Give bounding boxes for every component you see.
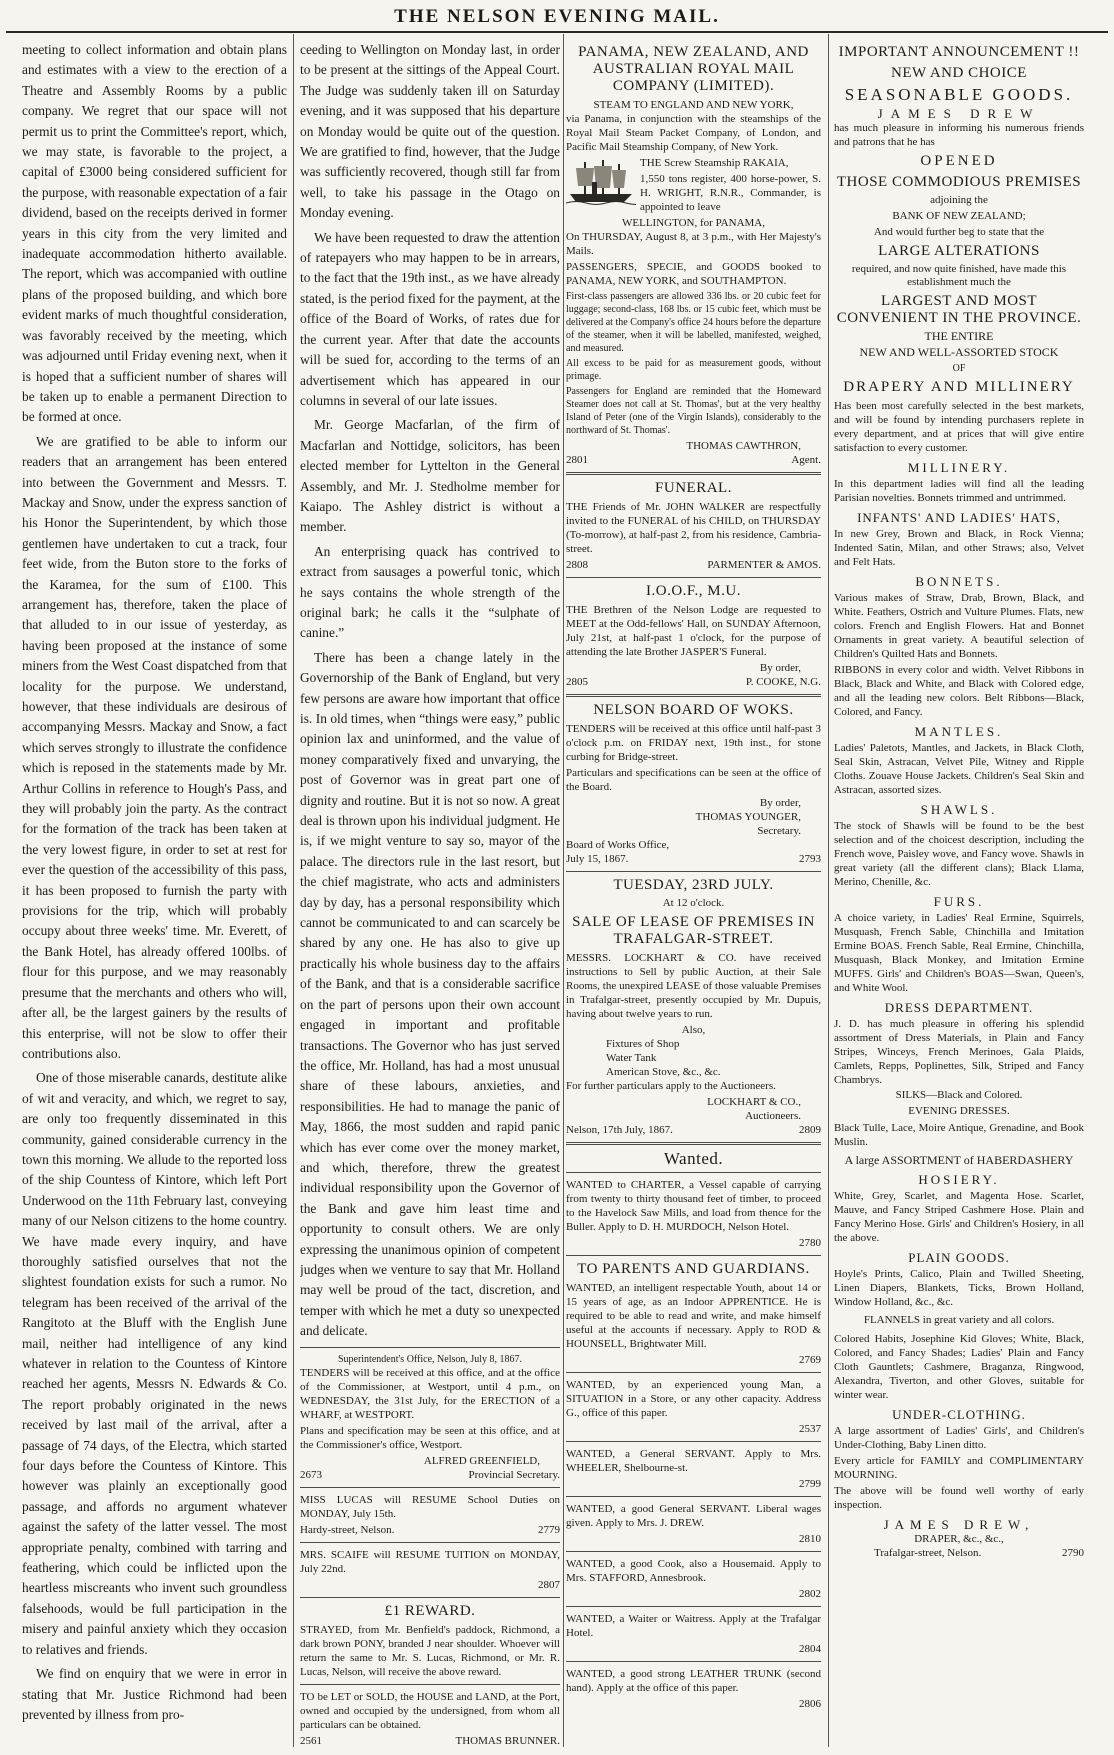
article-paragraph: Mr. George Macfarlan, of the firm of Macfarlan and Nottidge, solicitors, has been elected member for Lyttelton in the General Assembly, and Mr. J. Stedholme member for Kaiapo. The Ashley district is without a member. xyxy=(300,417,560,535)
column-divider xyxy=(293,34,294,1747)
signature: PARMENTER & AMOS. xyxy=(707,559,821,571)
ad-body: WANTED, a General SERVANT. Apply to Mrs. WHEELER, Shelbourne-st. xyxy=(566,1448,821,1474)
separator xyxy=(566,472,821,475)
ad-body: J. D. has much pleasure in offering his splendid assortment of Dress Materials, in Plain and Fancy Stripes, Winceys, French Merinoes, Gala Plaids, Camlets, Repps, Poplinettes, Silk, Striped and Fancy Chambrys. xyxy=(834,1018,1084,1086)
wharf-tender-ad xyxy=(300,1353,560,1482)
ad-line: adjoining the xyxy=(930,194,988,206)
ad-number: 2808 xyxy=(566,559,588,571)
article-paragraph: meeting to collect information and obtain plans and estimates with a view to the erection of a Theatre and Assembly Rooms by a public company. We regret that our space will not permit us to print the Committee's report, which, we may state, is favorable to the project, a capital of £3000 being considered sufficient for the purpose, with reasonable expectation of a fair dividend, based on the receipts derived in former years in this city from the very limited and inadequate accommodation hitherto available. The report, which was accompanied with outline plans of the proposed building, and which bore evident marks of much thoughtful consideration, was favorably received by the meeting, which was adjourned until Friday evening next, when it is hoped that a sufficient number of shares will be taken up to enable a permanent Direction to be formed at once. xyxy=(22,42,287,425)
ad-line: THE ENTIRE xyxy=(924,329,994,343)
ad-body: White, Grey, Scarlet, and Magenta Hose. Scarlet, Mauve, and Fancy Striped Cashmere Hose. Plain and Fancy Merino Hose. Girls' and Children's Hosiery, in all the above. xyxy=(834,1190,1084,1244)
separator xyxy=(566,1142,821,1145)
separator xyxy=(566,1441,821,1442)
signature: ALFRED GREENFIELD, xyxy=(423,1454,540,1467)
ad-line: SILKS—Black and Colored. xyxy=(895,1089,1023,1101)
separator xyxy=(566,1255,821,1256)
ad-number: 2806 xyxy=(799,1698,821,1710)
signature-title: Agent. xyxy=(791,454,821,466)
ad-address: Trafalgar-street, Nelson. xyxy=(874,1547,982,1559)
ad-heading: LARGE ALTERATIONS xyxy=(878,243,1040,259)
ad-number: 2537 xyxy=(799,1423,821,1435)
signature-title: Provincial Secretary. xyxy=(468,1468,560,1481)
separator xyxy=(300,1684,560,1685)
column-1 xyxy=(22,40,287,1729)
ad-body: WANTED, a good Cook, also a Housemaid. Apply to Mrs. STAFFORD, Annesbrook. xyxy=(566,1558,821,1584)
ad-line: A large ASSORTMENT of HABERDASHERY xyxy=(844,1153,1074,1167)
ad-heading: DRAPERY AND MILLINERY xyxy=(843,379,1075,395)
list-item: Fixtures of Shop xyxy=(606,1038,680,1050)
ad-body: A large assortment of Ladies' Girls', and Children's Under-Clothing, Baby Linen ditto. xyxy=(834,1425,1084,1451)
section-heading: FURS. xyxy=(933,894,985,909)
merchant-name: JAMES DREW xyxy=(877,106,1041,121)
section-heading: TO PARENTS AND GUARDIANS. xyxy=(577,1261,810,1277)
ad-body: TO be LET or SOLD, the HOUSE and LAND, at the Port, owned and occupied by the undersigned, from whom all particulars can be obtained. xyxy=(300,1690,560,1731)
ad-body: Hoyle's Prints, Calico, Plain and Twilled Sheeting, Linen Diapers, Blankets, Ticks, Brown Holland, Window Holland, &c., &c. xyxy=(834,1268,1084,1308)
ad-body: For further particulars apply to the Auctioneers. xyxy=(566,1080,776,1092)
article-paragraph: ceeding to Wellington on Monday last, in order to be present at the sittings of the Appeal Court. The Judge was suddenly taken ill on Saturday evening, and it was supposed that his departure on Monday would be quite out of the question. We are gratified to find, however, that the Judge was sufficiently recovered, though still far from well, to take his passage in the Otago on Monday evening. xyxy=(300,42,560,221)
signature-title: Secretary. xyxy=(757,825,801,837)
ad-number: 2807 xyxy=(538,1578,560,1591)
merchant-name: JAMES DREW, xyxy=(883,1517,1035,1532)
ad-body: WANTED, by an experienced young Man, a SITUATION in a Store, or any other capacity. Address G., office of this paper. xyxy=(566,1379,821,1419)
signature: THOMAS BRUNNER. xyxy=(455,1734,560,1747)
ad-line: FLANNELS in great variety and all colors. xyxy=(863,1314,1055,1326)
ad-number: 2793 xyxy=(799,853,821,865)
ad-body: The above will be found well worthy of early inspection. xyxy=(834,1485,1084,1511)
masthead: THE NELSON EVENING MAIL. xyxy=(394,6,720,27)
ad-heading: NELSON BOARD OF WOKS. xyxy=(593,702,794,718)
signature: LOCKHART & CO., xyxy=(707,1096,801,1108)
ad-body: MRS. SCAIFE will RESUME TUITION on MONDAY, July 22nd. xyxy=(300,1548,560,1575)
ad-line: EVENING DRESSES. xyxy=(908,1105,1010,1117)
ad-body: THE Brethren of the Nelson Lodge are requested to MEET at the Odd-fellows' Hall, on SUNDAY Afternoon, July 21st, at half-past 1 o'clock, for the purpose of attending the late Brother JASPER'S Funeral. xyxy=(566,604,821,658)
ad-number: 2805 xyxy=(566,676,588,688)
ad-heading: NEW AND CHOICE xyxy=(891,65,1027,81)
ad-body: Various makes of Straw, Drab, Brown, Black, and White. Feathers, Ostrich and Vulture Plumes. Flats, new colors. French and English Flowers. Hat and Bonnet Ornaments in great variety. A beautiful selection of Children's Quilted Hats and Bonnets. xyxy=(834,592,1084,660)
scaife-ad xyxy=(300,1548,560,1592)
ioof-ad xyxy=(566,583,821,689)
section-heading: SHAWLS. xyxy=(920,802,998,817)
list-item: Water Tank xyxy=(606,1052,657,1064)
ad-line: OF xyxy=(952,363,966,374)
ad-heading: I.O.O.F., M.U. xyxy=(646,583,741,599)
ad-heading: SALE OF LEASE OF PREMISES IN TRAFALGAR-STREET. xyxy=(572,914,815,947)
ad-address: Hardy-street, Nelson. xyxy=(300,1523,395,1536)
ad-number: 2769 xyxy=(799,1354,821,1366)
ad-body: All excess to be paid for as measurement goods, without primage. xyxy=(566,358,821,382)
separator xyxy=(566,1606,821,1607)
ad-body: via Panama, in conjunction with the steamships of the Royal Mail Steam Packet Company, of London, and Pacific Mail Steamship Company, of New York. xyxy=(566,113,821,153)
funeral-ad xyxy=(566,480,821,572)
article-paragraph: There has been a change lately in the Governorship of the Bank of England, but very few persons are aware how important that office is. In old times, when “things were easy,” public opinion lax and uninformed, and the value of money comparatively fixed and unvarying, the post of Governor was in great part one of dignity and routine. But it is not so now. A great deal is thrown upon his individual judgment. He is, if we might venture to say so, mayor of the palace. The directors rule in the last resort, but the chief magistrate, who acts and administers day by day, has a personal responsibility which cannot be communicated to and can scarcely be shared by any one. He has also to give up practically his whole business day to the affairs of the Bank, and that is a considerable sacrifice on the part of persons upon their own account engaged in important and profitable transactions. The Governor who has just served the office, Mr. Holland, has had a most unusual share of these labours, anxieties, and responsibilities. He had to manage the panic of May, 1866, the most sudden and rapid panic which has ever come over the money market, and which, therefore, threw the greatest individual responsibility upon the Governor of the Bank and gave him least time and opportunity to consult others. We are only expressing the unanimous opinion of competent judges when we venture to say that Mr. Holland may well be proud of the tact, discretion, and temper with which he met a duty so unexpected and delicate. xyxy=(300,649,560,1339)
separator xyxy=(566,1172,821,1173)
ad-number: 2810 xyxy=(799,1533,821,1545)
ad-heading: FUNERAL. xyxy=(655,480,732,496)
ad-line: And would further beg to state that the xyxy=(873,226,1045,238)
ad-line: DRAPER, &c., &c., xyxy=(914,1533,1004,1545)
ad-body: Ladies' Paletots, Mantles, and Jackets, in Black Cloth, Seal Skin, Astracan, Velvet Pile, Witney and Ripple Cloths. Zouave House Jackets. Children's Seal Skin and Astracan, assorted sizes. xyxy=(834,742,1084,796)
lease-sale-ad xyxy=(566,877,821,1137)
ad-body: Black Tulle, Lace, Moire Antique, Grenadine, and Book Muslin. xyxy=(834,1122,1084,1148)
ad-number: 2673 xyxy=(300,1468,322,1481)
ad-line: BANK OF NEW ZEALAND; xyxy=(892,210,1026,222)
by-order: By order, xyxy=(759,797,801,809)
separator xyxy=(566,1551,821,1552)
ad-subheading: STEAM TO ENGLAND AND NEW YORK, xyxy=(593,99,794,111)
separator xyxy=(300,1347,560,1348)
let-ad xyxy=(300,1690,560,1748)
ad-number: 2802 xyxy=(799,1588,821,1600)
panama-ad xyxy=(566,44,821,467)
masthead-rule xyxy=(6,31,1108,33)
ad-body: WANTED, a good General SERVANT. Liberal wages given. Apply to Mrs. J. DREW. xyxy=(566,1503,821,1529)
section-heading: HOSIERY. xyxy=(918,1172,1000,1187)
ad-body: In new Grey, Brown and Black, in Rock Vienna; Indented Satin, Milan, and other Straws; also, Velvet and Felt Hats. xyxy=(834,528,1084,568)
column-3 xyxy=(566,40,821,1711)
ad-body: In this department ladies will find all the leading Parisian novelties. Bonnets trimmed and untrimmed. xyxy=(834,478,1084,504)
ad-body: Plans and specification may be seen at this office, and at the Commissioner's office, Westport. xyxy=(300,1424,560,1451)
separator xyxy=(566,694,821,697)
steamship-icon xyxy=(566,156,636,206)
column-divider xyxy=(828,34,829,1747)
ad-body: MISS LUCAS will RESUME School Duties on MONDAY, July 15th. xyxy=(300,1493,560,1520)
ad-heading: IMPORTANT ANNOUNCEMENT !! xyxy=(838,44,1080,60)
ship-line: THE Screw Steamship RAKAIA, xyxy=(640,157,789,169)
wanted-section xyxy=(566,1150,821,1711)
ad-heading: THOSE COMMODIOUS PREMISES xyxy=(836,174,1082,190)
ad-number: 2801 xyxy=(566,454,588,466)
section-heading: Wanted. xyxy=(663,1149,724,1168)
section-heading: DRESS DEPARTMENT. xyxy=(884,1000,1034,1015)
ad-line: required, and now quite finished, have made this establishment much the xyxy=(851,263,1067,288)
ad-date: July 15, 1867. xyxy=(566,853,629,865)
separator xyxy=(300,1542,560,1543)
lucas-ad xyxy=(300,1493,560,1537)
by-order: By order, xyxy=(759,662,801,674)
also-line: Also, xyxy=(681,1024,706,1036)
list-item: American Stove, &c., &c. xyxy=(606,1066,721,1078)
ship-description: 1,550 tons register, 400 horse-power, S. H. WRIGHT, R.N.R., Commander, is appointed to leave xyxy=(640,173,821,213)
article-paragraph: One of those miserable canards, destitute alike of wit and veracity, and which, we regret to say, are only too frequently disseminated in this community, gained considerable currency in the town this morning. We allude to the reported loss of the ship Countess of Kintore, which left Port Underwood on the 11th February last, conveying many of our Nelson citizens to the home country. We have made every inquiry, and have thoroughly satisfied ourselves that not the slightest foundation exists for such a rumor. No telegram has been received of the arrival of the Rangitoto at the Bluff with the English June mail, neither had intelligence of any kind whatever in relation to the Countess of Kintore reached her agents, Messrs N. Edwards & Co. The report probably originated in the news received by last mail of the arrival, after a passage of 74 days, of the Electra, which started four days before the Countess of Kintore. This however was plainly an exceptionally good passage, and affords no argument whatever against the safety of the latter vessel. The most appropriate penalty, combined with tarring and feathering, which could be inflicted upon the heartless miscreants who invent such groundless falsehoods, would be full participation in the misery and painful anxiety which they occasion to relatives and friends. xyxy=(22,1070,287,1657)
ad-heading: £1 REWARD. xyxy=(384,1602,476,1619)
ad-body: RIBBONS in every color and width. Velvet Ribbons in Black, Black and White, and Black with Colored edge, and all the leading new colors. Belt Ribbons—Black, Colored, and Fancy. xyxy=(834,664,1084,718)
section-heading: UNDER-CLOTHING. xyxy=(892,1407,1026,1422)
ad-line: NEW AND WELL-ASSORTED STOCK xyxy=(859,345,1059,359)
news-items xyxy=(300,40,560,1342)
column-divider xyxy=(563,34,564,1747)
ad-number: 2780 xyxy=(799,1237,821,1249)
ad-number: 2561 xyxy=(300,1734,322,1747)
ad-body: MESSRS. LOCKHART & CO. have received instructions to Sell by public Auction, at their Sale Rooms, the unexpired LEASE of those valuable Premises in Trafalgar-street, presently occupied by Mr. Dupuis, having about twelve years to run. xyxy=(566,952,821,1020)
ad-body: WANTED, a Waiter or Waitress. Apply at the Trafalgar Hotel. xyxy=(566,1613,821,1639)
separator xyxy=(566,871,821,872)
ad-number: 2779 xyxy=(538,1523,560,1536)
signature: THOMAS YOUNGER, xyxy=(695,811,801,823)
ad-body: Colored Habits, Josephine Kid Gloves; White, Black, Colored, and Fancy Shades; Ladies' Plain and Fancy Cloth Gauntlets; Cashmere, Braganza, Ringwood, Alexandra, Tiverton, and other Gloves, suitable for winter wear. xyxy=(834,1333,1084,1401)
ad-body: Has been most carefully selected in the best markets, and will be found by intending purchasers replete in every department, and at prices that will give entire satisfaction to every customer. xyxy=(834,400,1084,454)
signature-title: Auctioneers. xyxy=(745,1110,801,1122)
ad-body: The stock of Shawls will be found to be the best selection and of the choicest description, including the French wove, Paisley wove, and Fancy wove. Shawls in great variety (all the different clans); Black Llama, Merino, Chenille, &c. xyxy=(834,820,1084,888)
dateline: Superintendent's Office, Nelson, July 8, 1867. xyxy=(337,1353,523,1365)
section-heading: INFANTS' AND LADIES' HATS, xyxy=(857,510,1061,525)
board-of-works-ad xyxy=(566,702,821,866)
ad-body: Passengers for England are reminded that the Homeward Steamer does not call at St. Thomas', but at the very healthy Island of Peter (one of the Virgin Islands), considerably to the northward of St. Thomas'. xyxy=(566,386,821,436)
ad-body: WANTED, an intelligent respectable Youth, about 14 or 15 years of age, as an Indoor APPRENTICE. He is required to be able to read and write, and make himself useful at the accounts if necessary. Apply to ROD & HOUNSELL, Brightwater Mill. xyxy=(566,1282,821,1350)
ad-body: THE Friends of Mr. JOHN WALKER are respectfully invited to the FUNERAL of his CHILD, on THURSDAY (To-morrow), at half-past 2, from his residence, Cambria-street. xyxy=(566,501,821,555)
office-line: Board of Works Office, xyxy=(566,839,670,851)
article-paragraph: We find on enquiry that we were in error in stating that Mr. Justice Richmond had been prevented by illness from pro- xyxy=(22,1666,287,1722)
ad-heading: SEASONABLE GOODS. xyxy=(844,85,1074,104)
ad-body: First-class passengers are allowed 336 lbs. or 20 cubic feet for luggage; second-class, 168 lbs. or 15 cubic feet, which must be delivered at the Company's office 24 hours before the departure of the steamer, when it will be labelled, manifested, weighed, and measured. xyxy=(566,291,821,354)
ad-heading: PANAMA, NEW ZEALAND, AND AUSTRALIAN ROYAL MAIL COMPANY (LIMITED). xyxy=(578,44,809,94)
ad-number: 2809 xyxy=(799,1124,821,1136)
ad-body: STRAYED, from Mr. Benfield's paddock, Richmond, a dark brown PONY, branded J near shoulder. Whoever will return the same to Mr. S. Lucas, Richmond, or Mr. R. Lucas, Nelson, will receive the above reward. xyxy=(300,1623,560,1678)
ad-body: A choice variety, in Ladies' Real Ermine, Squirrels, Musquash, French Sable, Chinchilla and Imitation Ermine BOAS. French Sable, Real Ermine, Chinchilla, Musquash, Black Monkey, and Imitation Ermine MUFFS. Girls' and Children's BOAS—Swan, Queen's, and White Wool. xyxy=(834,912,1084,994)
separator xyxy=(566,1496,821,1497)
separator xyxy=(300,1597,560,1598)
ad-body: WANTED to CHARTER, a Vessel capable of carrying from twenty to thirty thousand feet of timber, to proceed to the Havelock Saw Mills, and load from thence for the Buller. Apply to D. H. MURDOCH, Nelson Hotel. xyxy=(566,1179,821,1233)
ad-number: 2790 xyxy=(1062,1547,1084,1559)
ad-heading: LARGEST AND MOST CONVENIENT IN THE PROVINCE. xyxy=(836,293,1082,326)
item-list xyxy=(566,1037,821,1079)
ad-number: 2804 xyxy=(799,1643,821,1655)
ad-body: Particulars and specifications can be seen at the office of the Board. xyxy=(566,767,821,793)
ad-body: TENDERS will be received at this office until half-past 3 o'clock p.m. on FRIDAY next, 19th inst., for stone curbing for Bridge-street. xyxy=(566,723,821,763)
separator xyxy=(566,577,821,578)
ad-body: TENDERS will be received at this office, and at the office of the Commissioner, at Westport, until 4 p.m., on WEDNESDAY, the 31st July, for the ERECTION of a WHARF, at WESTPORT. xyxy=(300,1366,560,1421)
ad-time: At 12 o'clock. xyxy=(662,897,725,909)
section-heading: MANTLES. xyxy=(914,724,1004,739)
ad-body: has much pleasure in informing his numerous friends and patrons that he has xyxy=(834,122,1084,148)
article-paragraph: We have been requested to draw the attention of ratepayers who may happen to be in arrears, to the fact that the 19th inst., as we have already stated, is the period fixed for the payment, at the office of the Board of Works, of rates due for the current year. After that date the accounts will be sued for, according to the terms of an advertisement which has appeared in our columns in several of our late issues. xyxy=(300,229,560,408)
ad-body: On THURSDAY, August 8, at 3 p.m., with Her Majesty's Mails. xyxy=(566,231,821,257)
column-2 xyxy=(300,40,560,1748)
section-heading: PLAIN GOODS. xyxy=(908,1250,1010,1265)
ad-heading: TUESDAY, 23RD JULY. xyxy=(613,877,774,893)
separator xyxy=(300,1487,560,1488)
ad-heading: OPENED xyxy=(920,153,998,169)
section-heading: MILLINERY. xyxy=(907,460,1011,475)
ad-number: 2799 xyxy=(799,1478,821,1490)
ad-subheading: WELLINGTON, for PANAMA, xyxy=(622,217,765,229)
ad-place: Nelson, 17th July, 1867. xyxy=(566,1124,673,1136)
reward-ad xyxy=(300,1603,560,1679)
article-paragraph: An enterprising quack has contrived to extract from sausages a powerful tonic, which he says contains the whole strength of the original bark; he calls it the “sulphate of canine.” xyxy=(300,543,560,641)
separator xyxy=(566,1372,821,1373)
signature: P. COOKE, N.G. xyxy=(745,676,821,688)
article-paragraph: We are gratified to be able to inform our readers that an arrangement has been entered into between the Government and Messrs. T. Mackay and Snow, under the express sanction of his Honor the Superintendent, by which those gentlemen have undertaken to cut a track, four feet wide, from the Buton store to the forks of the Karamea, for the sum of £100. This arrangement has, therefore, taken the place of that alluded to in our issue of yesterday, as having been proposed at the instance of some miners from the West Coast dispatched from that locality for the purpose. We understand, however, that these individuals are desirous of accompanying Messrs. Mackay and Snow, a fact which serves strongly to illustrate the confidence which is reposed in the statements made by Mr. Arthur Collins in reference to Hough's Pass, and they will probably join the party. As the contract for the formation of the track has been taken at the very lowest figure, in order to set at rest for ever the question of the accessibility of this pass, it has been proposed to furnish the party with provisions for the trip, which will probably occupy about three weeks' time. Mr. Everett, of the Bank Hotel, has already offered 100lbs. of flour for this purpose, and we may reasonably presume that the merchants and others who will, after all, be the largest gainers by the results of this enterprise, will not be slow to offer their contributions also. xyxy=(22,433,287,1061)
ad-body: PASSENGERS, SPECIE, and GOODS booked to PANAMA, NEW YORK, and SOUTHAMPTON. xyxy=(566,261,821,287)
signature: THOMAS CAWTHRON, xyxy=(686,440,801,452)
ad-body: Every article for FAMILY and COMPLIMENTARY MOURNING. xyxy=(834,1455,1084,1481)
ad-body: WANTED, a good strong LEATHER TRUNK (second hand). Apply at the office of this paper. xyxy=(566,1668,821,1694)
separator xyxy=(566,1661,821,1662)
column-4-drew-ad xyxy=(834,40,1084,1560)
section-heading: BONNETS. xyxy=(915,574,1003,589)
